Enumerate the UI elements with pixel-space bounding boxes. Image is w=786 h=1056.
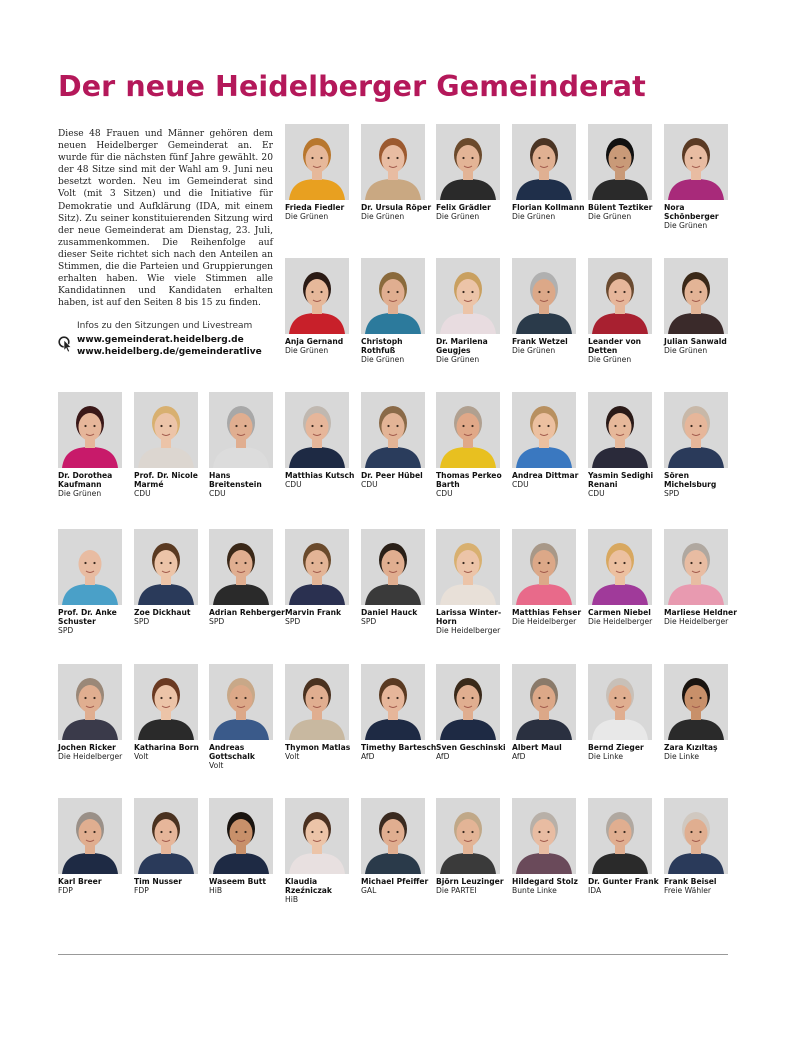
member-card-florian-kollmann [512,124,588,221]
member-party: Die Heidelberger [588,617,653,626]
member-party: AfD [361,752,375,761]
portrait-image [588,529,652,605]
member-party: AfD [512,752,526,761]
member-card-matthias-kutsch [285,392,361,489]
portrait-image [361,258,425,334]
member-name: Tim Nusser [134,877,183,886]
member-card-marvin-frank [285,529,361,626]
portrait-image [664,258,728,334]
member-card-prof-dr-nicole-marme [134,392,210,498]
member-party: CDU [436,489,453,498]
info-box [58,320,280,358]
portrait-image [58,529,122,605]
member-card-felix-gradler [436,124,512,221]
member-card-julian-sanwald [664,258,740,355]
member-name: Zoe Dickhaut [134,608,191,617]
portrait-image [58,798,122,874]
member-party: Die Grünen [58,489,102,498]
member-card-frieda-fiedler [285,124,361,221]
info-label: Infos zu den Sitzungen und Livestream [77,321,253,331]
member-photo [361,798,425,874]
portrait-image [58,392,122,468]
portrait-image [58,664,122,740]
portrait-image [436,529,500,605]
member-name: Karl Breer [58,877,102,886]
member-photo [588,664,652,740]
member-card-thymon-matlas [285,664,361,761]
member-card-dr-gunter-frank [588,798,664,895]
member-party: Die Grünen [436,355,480,364]
portrait-image [512,124,576,200]
member-card-dr-marilena-geugjes [436,258,512,364]
member-card-yasmin-sedighi-renani [588,392,664,498]
member-party: Die Grünen [588,355,632,364]
member-name: Andrea Dittmar [512,471,579,480]
portrait-image [285,258,349,334]
member-name: Albert Maul [512,743,562,752]
member-name: Dr. Gunter Frank [588,877,659,886]
member-party: Die Heidelberger [512,617,577,626]
member-photo [664,798,728,874]
link-livestream[interactable]: www.heidelberg.de/gemeinderatlive [77,347,262,357]
portrait-image [209,664,273,740]
member-card-thomas-perkeo-barth [436,392,512,498]
portrait-image [512,798,576,874]
member-photo [361,664,425,740]
member-card-jochen-ricker [58,664,134,761]
member-party: SPD [209,617,225,626]
member-party: CDU [512,480,529,489]
member-card-anja-gernand [285,258,361,355]
portrait-image [285,529,349,605]
member-photo [588,392,652,468]
member-photo [512,392,576,468]
member-name: Björn Leuzinger [436,877,504,886]
portrait-image [436,124,500,200]
portrait-image [664,529,728,605]
link-gemeinderat[interactable]: www.gemeinderat.heidelberg.de [77,335,244,345]
member-name: Matthias Kutsch [285,471,355,480]
member-card-nora-schonberger [664,124,740,230]
member-name: Daniel Hauck [361,608,418,617]
member-photo [512,258,576,334]
member-name: Felix Grädler [436,203,491,212]
member-party: HiB [209,886,223,895]
member-photo [512,664,576,740]
portrait-image [134,664,198,740]
member-card-waseem-butt [209,798,285,895]
member-photo [285,798,349,874]
member-name: Waseem Butt [209,877,267,886]
portrait-image [588,258,652,334]
member-party: Die Heidelberger [58,752,123,761]
portrait-image [134,798,198,874]
member-card-tim-nusser [134,798,210,895]
member-name: Bernd Zieger [588,743,644,752]
member-name: Jochen Ricker [58,743,116,752]
member-name: Yasmin Sedighi Renani [588,471,654,489]
member-photo [512,798,576,874]
member-name: Dr. Marilena Geugjes [436,337,488,355]
member-card-frank-beisel [664,798,740,895]
member-photo [285,124,349,200]
member-name: Marliese Heldner [664,608,737,617]
member-photo [436,798,500,874]
member-name: Julian Sanwald [664,337,727,346]
portrait-image [512,664,576,740]
portrait-image [285,664,349,740]
member-name: Dr. Ursula Röper [361,203,432,212]
member-photo [134,798,198,874]
portrait-image [436,258,500,334]
member-photo [361,124,425,200]
member-name: Larissa Winter-Horn [436,608,502,626]
member-name: Michael Pfeiffer [361,877,429,886]
member-card-katharina-born [134,664,210,761]
member-party: Volt [209,761,224,770]
member-card-karl-breer [58,798,134,895]
member-photo [361,392,425,468]
member-card-dr-ursula-roper [361,124,437,221]
portrait-image [134,529,198,605]
member-party: Die Grünen [588,212,632,221]
member-photo [512,529,576,605]
member-name: Andreas Gottschalk [209,743,255,761]
portrait-image [588,124,652,200]
member-name: Frank Beisel [664,877,717,886]
member-card-bulent-teztiker [588,124,664,221]
member-card-soren-michelsburg [664,392,740,498]
member-party: CDU [285,480,302,489]
portrait-image [209,798,273,874]
member-name: Sören Michelsburg [664,471,717,489]
member-party: IDA [588,886,602,895]
member-card-klaudia-rzezniczak [285,798,361,904]
member-name: Christoph Rothfuß [361,337,403,355]
member-name: Thymon Matlas [285,743,351,752]
member-party: Die Grünen [361,212,405,221]
member-party: Die Linke [664,752,699,761]
member-card-bjorn-leuzinger [436,798,512,895]
portrait-image [285,798,349,874]
member-photo [58,798,122,874]
portrait-image [285,392,349,468]
member-party: AfD [436,752,450,761]
member-party: Die Grünen [436,212,480,221]
member-party: Volt [134,752,149,761]
member-name: Florian Kollmann [512,203,585,212]
member-photo [664,258,728,334]
portrait-image [588,664,652,740]
portrait-image [285,124,349,200]
member-name: Dr. Dorothea Kaufmann [58,471,113,489]
member-card-adrian-rehberger [209,529,285,626]
member-name: Frieda Fiedler [285,203,345,212]
member-photo [209,392,273,468]
member-name: Adrian Rehberger [209,608,285,617]
member-photo [134,664,198,740]
member-party: FDP [134,886,149,895]
member-photo [134,529,198,605]
member-card-dr-peer-hubel [361,392,437,489]
member-party: SPD [361,617,377,626]
portrait-image [436,664,500,740]
member-name: Thomas Perkeo Barth [436,471,502,489]
member-photo [58,529,122,605]
member-photo [285,392,349,468]
member-photo [209,664,273,740]
intro-text: Diese 48 Frauen und Männer gehören dem neuen Heidelberger Gemeinderat an. Er wurde für die nächsten fünf Jahre gewählt. 20 der 48 Sitze sind mit der Wahl am 9. Juni neu besetzt worden. Neu im Gemeinderat sind Volt (mit 3 Sitzen) und die Initiative für Demokratie und Aufklärung (IDA, mit einem Sitz). Zu seiner konstituierenden Sitzung wird der neue Gemeinderat am Dienstag, 23. Juli, zusammenkommen. Die Reihenfolge auf dieser Seite richtet sich nach den Anteilen an Stimmen, die die Parteien und Gruppierungen erhalten haben. Wie viele Stimmen alle Kandidatinnen und Kandidaten erhalten haben, ist auf den Seiten 8 bis 15 zu finden. [58,129,273,309]
portrait-image [664,798,728,874]
member-party: Die Grünen [285,346,329,355]
member-name: Marvin Frank [285,608,342,617]
member-photo [664,664,728,740]
member-card-zara-k-z-ltas [664,664,740,761]
member-card-matthias-fehser [512,529,588,626]
portrait-image [436,392,500,468]
portrait-image [588,798,652,874]
member-photo [436,664,500,740]
member-card-frank-wetzel [512,258,588,355]
member-photo [588,798,652,874]
member-card-albert-maul [512,664,588,761]
member-party: Die Grünen [285,212,329,221]
member-photo [588,124,652,200]
member-card-christoph-rothfuss [361,258,437,364]
member-photo [285,664,349,740]
member-party: SPD [664,489,680,498]
page-title: Der neue Heidelberger Gemeinderat [58,70,646,103]
member-photo [436,124,500,200]
portrait-image [209,392,273,468]
member-photo [664,529,728,605]
member-photo [209,798,273,874]
member-photo [436,392,500,468]
portrait-image [664,392,728,468]
pointer-icon [58,336,73,353]
member-party: Die Grünen [664,346,708,355]
member-photo [134,392,198,468]
member-party: Die Grünen [512,212,556,221]
member-photo [664,392,728,468]
member-party: Freie Wähler [664,886,712,895]
member-party: SPD [285,617,301,626]
member-name: Leander von Detten [588,337,642,355]
member-card-dr-dorothea-kaufmann [58,392,134,498]
member-party: HiB [285,895,299,904]
member-party: Die Grünen [512,346,556,355]
member-card-daniel-hauck [361,529,437,626]
portrait-image [361,124,425,200]
member-name: Klaudia Rzeźniczak [285,877,332,895]
member-party: CDU [134,489,151,498]
member-card-carmen-niebel [588,529,664,626]
member-photo [361,529,425,605]
member-party: Volt [285,752,300,761]
member-card-andreas-gottschalk [209,664,285,770]
member-card-hans-breitenstein [209,392,285,498]
member-card-sven-geschinski [436,664,512,761]
portrait-image [361,392,425,468]
member-name: Hildegard Stolz [512,877,578,886]
member-photo [588,529,652,605]
member-card-hildegard-stolz [512,798,588,895]
member-party: CDU [361,480,378,489]
member-photo [436,258,500,334]
member-card-michael-pfeiffer [361,798,437,895]
portrait-image [436,798,500,874]
member-photo [436,529,500,605]
portrait-image [512,392,576,468]
member-name: Prof. Dr. Anke Schuster [58,608,117,626]
member-card-andrea-dittmar [512,392,588,489]
portrait-image [588,392,652,468]
member-party: CDU [588,489,605,498]
member-name: Frank Wetzel [512,337,568,346]
member-card-bernd-zieger [588,664,664,761]
member-party: Die PARTEI [436,886,477,895]
member-name: Nora Schönberger [664,203,719,221]
member-card-marliese-heldner [664,529,740,626]
member-card-zoe-dickhaut [134,529,210,626]
member-party: Die Linke [588,752,623,761]
member-photo [588,258,652,334]
member-photo [285,529,349,605]
member-photo [361,258,425,334]
member-name: Anja Gernand [285,337,344,346]
member-party: Bunte Linke [512,886,557,895]
member-name: Zara Kızıltaş [664,743,718,752]
member-name: Bülent Teztiker [588,203,653,212]
member-name: Dr. Peer Hübel [361,471,423,480]
portrait-image [361,798,425,874]
member-name: Prof. Dr. Nicole Marmé [134,471,198,489]
member-photo [512,124,576,200]
member-card-prof-dr-anke-schuster [58,529,134,635]
member-photo [58,392,122,468]
member-party: Die Heidelberger [664,617,729,626]
portrait-image [134,392,198,468]
portrait-image [209,529,273,605]
member-card-leander-von-detten [588,258,664,364]
member-name: Timethy Bartesch [361,743,437,752]
portrait-image [361,664,425,740]
portrait-image [512,258,576,334]
member-name: Hans Breitenstein [209,471,262,489]
member-photo [285,258,349,334]
member-party: SPD [134,617,150,626]
portrait-image [512,529,576,605]
member-name: Sven Geschinski [436,743,506,752]
member-name: Carmen Niebel [588,608,651,617]
member-photo [209,529,273,605]
member-party: Die Heidelberger [436,626,501,635]
portrait-image [664,664,728,740]
portrait-image [664,124,728,200]
member-party: FDP [58,886,73,895]
member-party: CDU [209,489,226,498]
bottom-divider [58,954,728,955]
member-photo [58,664,122,740]
member-name: Matthias Fehser [512,608,582,617]
member-party: Die Grünen [664,221,708,230]
member-party: SPD [58,626,74,635]
member-photo [664,124,728,200]
member-card-timethy-bartesch [361,664,437,761]
member-name: Katharina Born [134,743,199,752]
member-party: GAL [361,886,377,895]
portrait-image [361,529,425,605]
member-card-larissa-winter-horn [436,529,512,635]
member-party: Die Grünen [361,355,405,364]
